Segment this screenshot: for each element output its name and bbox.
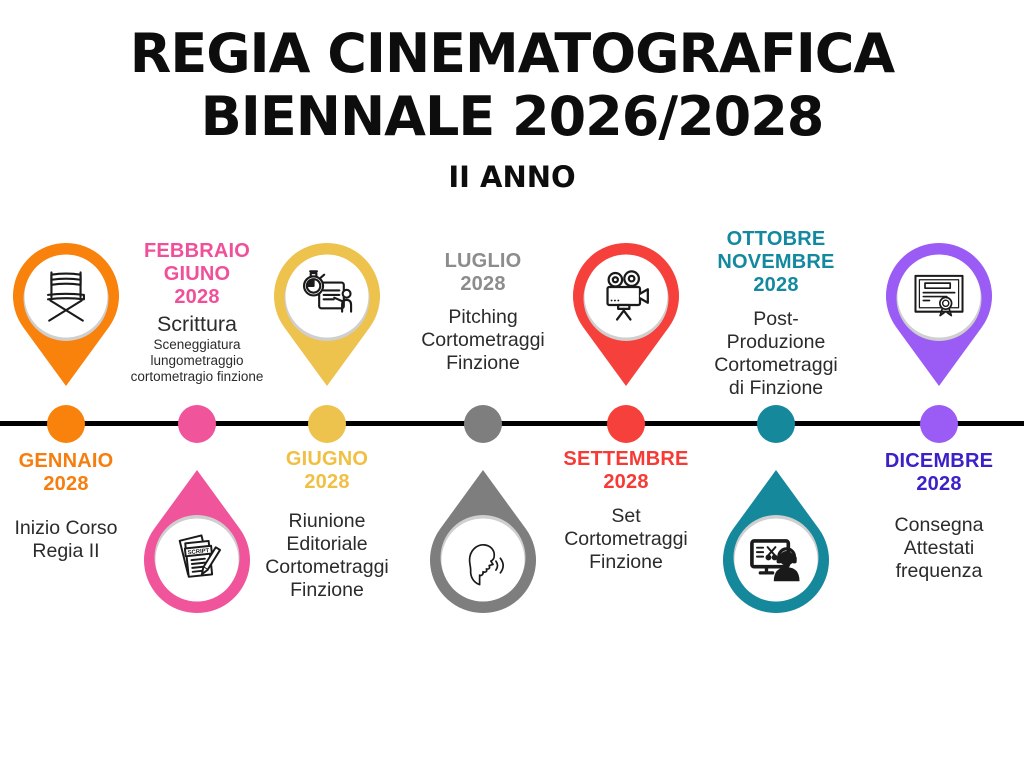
description-line: Cortometraggi <box>421 329 545 351</box>
month-label-line: 2028 <box>304 471 350 493</box>
svg-text:SCRIPT: SCRIPT <box>187 548 210 557</box>
giugno-pin <box>270 240 384 388</box>
description-line: Pitching <box>448 306 518 328</box>
page-title-line1: REGIA CINEMATOGRAFICA <box>129 22 895 85</box>
month-label-line: GIUGNO <box>285 448 369 470</box>
settembre-month-label <box>526 448 726 494</box>
dicembre-timeline-dot <box>920 405 958 443</box>
month-label-line: FEBBRAIO <box>143 240 251 262</box>
description-line: Inizio Corso <box>14 517 118 539</box>
dicembre-description <box>834 514 1024 583</box>
description-line: Cortometraggi <box>564 528 688 550</box>
settembre-description <box>521 505 731 574</box>
ottobre-novembre-timeline-dot <box>757 405 795 443</box>
description-line: cortometragio finzione <box>130 369 264 384</box>
giugno-description <box>222 510 432 602</box>
month-label-line: SETTEMBRE <box>563 448 689 470</box>
certificate-icon <box>915 276 962 316</box>
month-label-line: NOVEMBRE <box>717 251 835 273</box>
month-label-line: GIUNO <box>163 263 231 285</box>
month-label-line: 2028 <box>603 471 649 493</box>
description-line: Sceneggiatura <box>153 337 241 352</box>
description-line: Cortometraggi <box>714 354 838 376</box>
month-label-line: DICEMBRE <box>884 450 994 472</box>
description-line: Finzione <box>589 551 663 573</box>
description-line: Scrittura <box>156 312 238 336</box>
luglio-description <box>378 306 588 375</box>
description-line: lungometraggio <box>150 353 244 368</box>
description-line: Finzione <box>446 352 520 374</box>
ottobre-novembre-description <box>671 308 881 400</box>
description-line: Consegna <box>894 514 984 536</box>
luglio-month-label <box>383 250 583 296</box>
month-label-line: OTTOBRE <box>726 228 826 250</box>
luglio-timeline-dot <box>464 405 502 443</box>
dicembre-pin <box>882 240 996 388</box>
settembre-timeline-dot <box>607 405 645 443</box>
febbraio-giugno-month-label <box>97 240 297 309</box>
ottobre-novembre-month-label <box>676 228 876 297</box>
page-subtitle: II ANNO <box>448 160 576 194</box>
settembre-pin <box>569 240 683 388</box>
description-line: Cortometraggi <box>265 556 389 578</box>
giugno-timeline-dot <box>308 405 346 443</box>
month-label-line: LUGLIO <box>444 250 522 272</box>
month-label-line: GENNAIO <box>18 450 114 472</box>
month-label-line: 2028 <box>916 473 962 495</box>
description-line: Attestati <box>903 537 975 559</box>
dicembre-month-label <box>839 450 1024 496</box>
description-line: Post- <box>753 308 799 330</box>
month-label-line: 2028 <box>174 286 220 308</box>
giugno-month-label <box>227 448 427 494</box>
description-line: Produzione <box>726 331 826 353</box>
description-line: Set <box>611 505 641 527</box>
description-line: Riunione <box>288 510 366 532</box>
description-line: Editoriale <box>286 533 368 555</box>
description-line: di Finzione <box>728 377 824 399</box>
febbraio-giugno-timeline-dot <box>178 405 216 443</box>
month-label-line: 2028 <box>460 273 506 295</box>
page-title-line2: BIENNALE 2026/2028 <box>200 85 824 148</box>
month-label-line: 2028 <box>753 274 799 296</box>
page-title <box>0 22 1024 148</box>
timeline-line <box>0 421 1024 426</box>
description-line: Regia II <box>32 540 100 562</box>
description-line: Finzione <box>290 579 364 601</box>
month-label-line: 2028 <box>43 473 89 495</box>
description-line: frequenza <box>895 560 983 582</box>
ottobre-novembre-pin <box>719 468 833 616</box>
gennaio-timeline-dot <box>47 405 85 443</box>
